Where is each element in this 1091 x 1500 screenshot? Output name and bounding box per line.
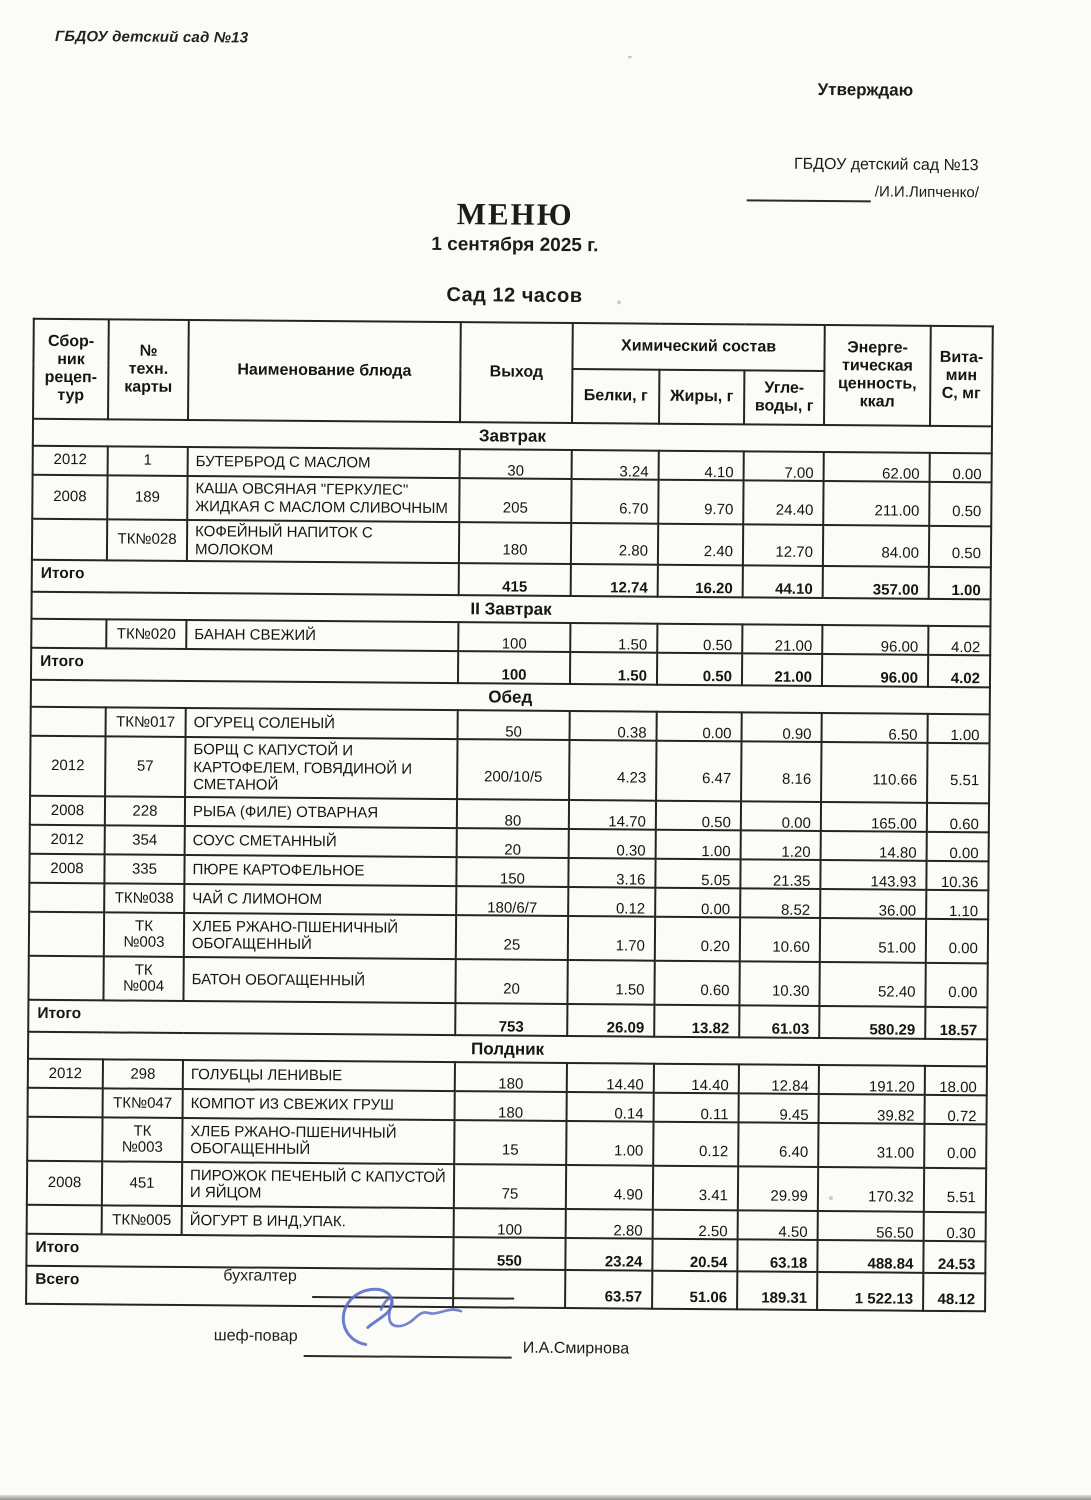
- total-value: 16.20: [658, 565, 743, 598]
- total-value: 13.82: [654, 1005, 739, 1038]
- cell-recipe-book: [28, 956, 103, 1001]
- menu-table: [25, 318, 994, 1313]
- cell-value: 8.52: [740, 889, 820, 919]
- cell-tech-card: ТК №003: [102, 1118, 182, 1163]
- total-label: Всего: [26, 1266, 453, 1307]
- total-value: 44.10: [743, 566, 823, 599]
- meal-section-title: Завтрак: [33, 419, 992, 454]
- cell-value: 2.50: [653, 1210, 738, 1240]
- cell-value: 0.60: [927, 803, 989, 832]
- cell-value: 110.66: [821, 742, 927, 803]
- cell-value: 12.84: [739, 1065, 819, 1095]
- cell-value: 0.20: [655, 917, 740, 962]
- cell-tech-card: 57: [105, 737, 185, 798]
- cell-dish-name: ОГУРЕЦ СОЛЕНЫЙ: [186, 708, 458, 739]
- cell-dish-name: РЫБА (ФИЛЕ) ОТВАРНАЯ: [185, 797, 457, 828]
- total-value: 48.12: [923, 1273, 985, 1311]
- header-proteins: Белки, г: [572, 369, 659, 424]
- cell-value: 14.70: [569, 800, 656, 830]
- total-value: 488.84: [817, 1240, 923, 1273]
- cell-value: 6.47: [656, 741, 741, 802]
- total-value: 24.53: [923, 1241, 985, 1273]
- cell-value: 14.40: [567, 1063, 654, 1093]
- cell-value: 62.00: [824, 452, 930, 482]
- scanner-edge-shadow: [0, 1495, 1091, 1500]
- cell-value: 4.02: [928, 626, 990, 655]
- header-carbs: Угле- воды, г: [744, 370, 824, 425]
- cell-dish-name: БУТЕРБРОД С МАСЛОМ: [188, 447, 460, 478]
- cell-value: 51.00: [820, 918, 926, 963]
- cell-tech-card: 451: [102, 1162, 182, 1207]
- cell-tech-card: 189: [107, 475, 187, 520]
- cell-value: 0.00: [927, 832, 989, 861]
- cell-value: 170.32: [818, 1167, 924, 1212]
- grand-total-row: [26, 1266, 985, 1312]
- cell-tech-card: 335: [104, 855, 184, 885]
- table-header-row-1: [33, 319, 992, 373]
- cell-output: 80: [457, 800, 569, 830]
- header-output: Выход: [460, 322, 573, 423]
- cell-dish-name: СОУС СМЕТАННЫЙ: [185, 826, 457, 857]
- cell-dish-name: ЧАЙ С ЛИМОНОМ: [184, 884, 456, 915]
- total-value: 12.74: [571, 564, 658, 597]
- approve-signatory-name: /И.И.Липченко/: [874, 183, 979, 202]
- cell-output: 180/6/7: [456, 887, 568, 917]
- chef-name: И.А.Смирнова: [522, 1339, 630, 1358]
- menu-date: 1 сентября 2025 г.: [431, 233, 599, 257]
- cell-value: 4.10: [659, 451, 744, 481]
- cell-value: 36.00: [820, 889, 926, 919]
- accountant-label: бухгалтер: [223, 1267, 297, 1285]
- total-value: 63.57: [565, 1270, 652, 1309]
- cell-value: 5.51: [924, 1168, 986, 1212]
- cell-dish-name: БАТОН ОБОГАЩЕННЫЙ: [183, 957, 455, 1003]
- cell-value: 1.00: [656, 830, 741, 860]
- total-value: 63.18: [737, 1240, 817, 1273]
- cell-tech-card: ТК №003: [104, 913, 184, 958]
- cell-value: 3.16: [568, 858, 655, 888]
- cell-value: 0.30: [569, 829, 656, 859]
- dish-row: [27, 1117, 986, 1169]
- cell-recipe-book: 2012: [33, 446, 108, 476]
- cell-value: 0.00: [930, 453, 992, 482]
- total-value: 51.06: [652, 1271, 737, 1310]
- approve-label: Утверждаю: [817, 79, 914, 100]
- cell-value: 21.00: [742, 625, 822, 655]
- total-value: 0.50: [657, 653, 742, 686]
- cell-tech-card: ТК№028: [107, 519, 187, 561]
- total-value: 96.00: [822, 654, 928, 687]
- dish-row: [28, 956, 987, 1008]
- total-output: 753: [455, 1004, 567, 1037]
- cell-value: 0.50: [657, 624, 742, 654]
- cell-tech-card: ТК№017: [106, 708, 186, 738]
- cell-output: 180: [459, 522, 571, 564]
- cell-value: 14.40: [654, 1064, 739, 1094]
- cell-dish-name: БОРЩ С КАПУСТОЙ И КАРТОФЕЛЕМ, ГОВЯДИНОЙ И СМЕТАНОЙ: [185, 737, 457, 799]
- total-value: 4.02: [928, 655, 990, 687]
- org-name-top-left: ГБДОУ детский сад №13: [54, 27, 249, 47]
- cell-value: 1.10: [926, 890, 988, 919]
- cell-value: 4.23: [569, 740, 656, 801]
- cell-value: 24.40: [743, 480, 823, 525]
- cell-value: 31.00: [818, 1123, 924, 1168]
- cell-tech-card: ТК№005: [102, 1206, 182, 1236]
- cell-tech-card: 354: [105, 826, 185, 856]
- total-value: 20.54: [652, 1239, 737, 1272]
- cell-dish-name: БАНАН СВЕЖИЙ: [186, 620, 458, 651]
- cell-value: 56.50: [818, 1211, 924, 1241]
- page-title: МЕНЮ: [456, 196, 574, 233]
- header-tech-card: № техн. карты: [108, 319, 189, 420]
- cell-value: 0.38: [570, 711, 657, 741]
- cell-dish-name: ХЛЕБ РЖАНО-ПШЕНИЧНЫЙ ОБОГАЩЕННЫЙ: [182, 1118, 454, 1164]
- cell-output: 100: [458, 623, 570, 653]
- cell-tech-card: ТК№038: [104, 884, 184, 914]
- total-value: 21.00: [742, 654, 822, 687]
- cell-output: 20: [455, 960, 567, 1005]
- total-output: 415: [459, 564, 571, 597]
- cell-value: 9.45: [739, 1094, 819, 1124]
- cell-value: 2.80: [571, 523, 658, 565]
- cell-value: 0.30: [924, 1212, 986, 1241]
- header-energy: Энерге- тическая ценность, ккал: [824, 325, 931, 426]
- cell-tech-card: 1: [108, 446, 188, 476]
- cell-value: 84.00: [823, 525, 929, 567]
- meal-section-title: Обед: [31, 680, 990, 715]
- cell-value: 6.40: [738, 1123, 818, 1168]
- cell-value: 0.12: [568, 887, 655, 917]
- cell-dish-name: КОМПОТ ИЗ СВЕЖИХ ГРУШ: [183, 1089, 455, 1120]
- header-recipe-book: Сбор- ник рецеп- тур: [33, 319, 109, 420]
- dish-row: [27, 1161, 986, 1213]
- cell-value: 39.82: [819, 1094, 925, 1124]
- total-label: Итого: [32, 560, 459, 595]
- cell-tech-card: ТК№047: [103, 1089, 183, 1119]
- cell-recipe-book: 2012: [30, 825, 105, 855]
- total-output: 100: [458, 652, 570, 685]
- cell-value: 0.00: [926, 919, 988, 963]
- cell-value: 2.80: [566, 1209, 653, 1239]
- cell-value: 1.70: [568, 916, 655, 961]
- menu-group-subtitle: Сад 12 часов: [446, 284, 583, 308]
- cell-tech-card: ТК №004: [103, 957, 183, 1002]
- cell-recipe-book: [27, 1205, 102, 1235]
- chef-signature-ink: [328, 1282, 499, 1361]
- menu-table-body: [26, 319, 993, 1312]
- cell-value: 4.90: [566, 1165, 653, 1210]
- total-value: 1.00: [929, 567, 991, 599]
- total-label: Итого: [31, 648, 458, 683]
- meal-section-title: II Завтрак: [31, 592, 990, 627]
- cell-tech-card: 298: [103, 1060, 183, 1090]
- cell-value: 0.50: [929, 482, 991, 526]
- cell-value: 4.50: [738, 1211, 818, 1241]
- cell-value: 211.00: [823, 481, 929, 526]
- total-value: 189.31: [737, 1272, 817, 1311]
- total-value: 26.09: [567, 1004, 654, 1037]
- total-value: 1.50: [570, 652, 657, 685]
- cell-recipe-book: 2008: [27, 1161, 102, 1206]
- cell-output: 200/10/5: [457, 740, 569, 801]
- cell-value: 0.50: [929, 526, 991, 568]
- total-value: 23.24: [565, 1238, 652, 1271]
- cell-value: 0.12: [653, 1122, 738, 1167]
- cell-value: 191.20: [819, 1065, 925, 1095]
- cell-value: 0.50: [656, 801, 741, 831]
- total-output: 550: [453, 1238, 565, 1271]
- cell-value: 6.50: [822, 713, 928, 743]
- header-fats: Жиры, г: [659, 370, 744, 425]
- cell-tech-card: 228: [105, 797, 185, 827]
- cell-value: 0.14: [567, 1092, 654, 1122]
- cell-dish-name: ПИРОЖОК ПЕЧЕНЫЙ С КАПУСТОЙ И ЯЙЦОМ: [182, 1162, 454, 1208]
- header-dish-name: Наименование блюда: [188, 320, 461, 422]
- cell-value: 5.51: [927, 743, 989, 803]
- cell-recipe-book: [27, 1117, 102, 1162]
- cell-value: 1.50: [570, 623, 657, 653]
- scan-speck: [617, 300, 621, 304]
- chef-label: шеф-повар: [213, 1327, 298, 1345]
- cell-recipe-book: 2012: [30, 736, 105, 797]
- cell-recipe-book: [29, 912, 104, 957]
- cell-dish-name: ХЛЕБ РЖАНО-ПШЕНИЧНЫЙ ОБОГАЩЕННЫЙ: [184, 913, 456, 959]
- cell-value: 5.05: [655, 859, 740, 889]
- cell-output: 20: [457, 829, 569, 859]
- cell-value: 0.90: [742, 713, 822, 743]
- cell-recipe-book: [29, 883, 104, 913]
- cell-dish-name: КАША ОВСЯНАЯ "ГЕРКУЛЕС" ЖИДКАЯ С МАСЛОМ СЛИВОЧНЫМ: [187, 476, 459, 522]
- cell-dish-name: ГОЛУБЦЫ ЛЕНИВЫЕ: [183, 1060, 455, 1091]
- cell-output: 180: [455, 1063, 567, 1093]
- header-vitamin-c: Вита- мин С, мг: [930, 326, 993, 426]
- cell-dish-name: КОФЕЙНЫЙ НАПИТОК С МОЛОКОМ: [187, 520, 459, 564]
- cell-value: 0.60: [654, 961, 739, 1006]
- cell-output: 30: [460, 449, 572, 479]
- cell-value: 0.00: [655, 888, 740, 918]
- cell-value: 52.40: [819, 962, 925, 1007]
- cell-output: 50: [458, 711, 570, 741]
- cell-output: 25: [456, 916, 568, 961]
- cell-dish-name: ЙОГУРТ В ИНД,УПАК.: [182, 1206, 454, 1237]
- cell-value: 29.99: [738, 1167, 818, 1212]
- cell-value: 143.93: [820, 860, 926, 890]
- dish-row: [32, 475, 991, 527]
- total-value: 1 522.13: [817, 1272, 923, 1311]
- cell-dish-name: ПЮРЕ КАРТОФЕЛЬНОЕ: [184, 855, 456, 886]
- cell-recipe-book: 2012: [28, 1059, 103, 1089]
- cell-value: 9.70: [658, 480, 743, 525]
- total-label: Итого: [28, 1000, 455, 1035]
- cell-value: 3.41: [653, 1166, 738, 1211]
- cell-value: 0.00: [924, 1124, 986, 1168]
- cell-output: 100: [454, 1209, 566, 1239]
- header-chemical-composition: Химический состав: [572, 323, 824, 371]
- cell-output: 150: [456, 858, 568, 888]
- cell-value: 0.00: [925, 963, 987, 1007]
- cell-value: 96.00: [822, 625, 928, 655]
- cell-value: 14.80: [821, 831, 927, 861]
- total-value: 61.03: [739, 1006, 819, 1039]
- cell-recipe-book: 2008: [30, 796, 105, 826]
- cell-value: 6.70: [571, 479, 658, 524]
- cell-value: 0.00: [657, 712, 742, 742]
- cell-output: 180: [455, 1092, 567, 1122]
- total-value: 580.29: [819, 1006, 925, 1039]
- cell-value: 8.16: [741, 742, 821, 803]
- meal-section-title: Полдник: [28, 1032, 987, 1067]
- cell-value: 3.24: [572, 450, 659, 480]
- cell-value: 10.30: [739, 962, 819, 1007]
- cell-output: 205: [459, 478, 571, 523]
- cell-tech-card: ТК№020: [106, 620, 186, 650]
- cell-value: 18.00: [925, 1066, 987, 1095]
- cell-value: 2.40: [658, 524, 743, 566]
- cell-recipe-book: [28, 1088, 103, 1118]
- cell-value: 10.36: [926, 861, 988, 890]
- total-label: Итого: [26, 1234, 453, 1269]
- cell-recipe-book: 2008: [29, 854, 104, 884]
- cell-value: 0.72: [925, 1095, 987, 1124]
- cell-recipe-book: [32, 519, 107, 561]
- cell-recipe-book: [31, 619, 106, 649]
- total-value: 357.00: [823, 566, 929, 599]
- cell-output: 15: [454, 1121, 566, 1166]
- approve-org-name: ГБДОУ детский сад №13: [793, 155, 979, 175]
- cell-value: 1.20: [741, 831, 821, 861]
- cell-value: 1.00: [928, 714, 990, 743]
- cell-value: 21.35: [740, 860, 820, 890]
- cell-value: 7.00: [744, 451, 824, 481]
- cell-recipe-book: [31, 707, 106, 737]
- cell-recipe-book: 2008: [32, 475, 107, 520]
- cell-value: 165.00: [821, 802, 927, 832]
- cell-value: 1.50: [567, 960, 654, 1005]
- cell-value: 12.70: [743, 524, 823, 566]
- dish-row: [29, 912, 988, 964]
- dish-row: [30, 736, 989, 804]
- cell-output: 75: [454, 1165, 566, 1210]
- cell-value: 10.60: [740, 918, 820, 963]
- scan-speck: ″: [627, 54, 632, 67]
- total-value: 18.57: [925, 1007, 987, 1039]
- cell-value: 0.00: [741, 802, 821, 832]
- cell-value: 0.11: [654, 1093, 739, 1123]
- cell-value: 1.00: [566, 1121, 653, 1166]
